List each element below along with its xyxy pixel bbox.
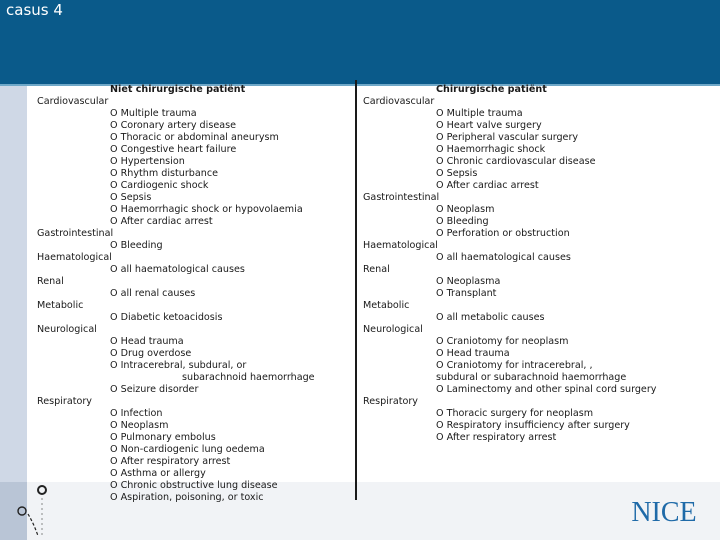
left-item: O Chronic obstructive lung disease bbox=[110, 480, 278, 491]
right-category-respiratory: Respiratory bbox=[363, 396, 418, 407]
left-item: O Thoracic or abdominal aneurysm bbox=[110, 132, 279, 143]
right-item: O Bleeding bbox=[436, 216, 489, 227]
left-item: O Seizure disorder bbox=[110, 384, 199, 395]
left-item: O Rhythm disturbance bbox=[110, 168, 219, 179]
left-item: O Congestive heart failure bbox=[110, 144, 237, 155]
right-item: O Transplant bbox=[436, 288, 497, 299]
left-item: O Infection bbox=[110, 408, 163, 419]
decorative-graphic-icon bbox=[12, 478, 52, 538]
left-item: O Neoplasm bbox=[110, 420, 169, 431]
left-category-cardiovascular: Cardiovascular bbox=[37, 96, 109, 107]
column-divider bbox=[355, 80, 357, 500]
right-item: O Perforation or obstruction bbox=[436, 228, 570, 239]
left-item: O Multiple trauma bbox=[110, 108, 197, 119]
left-item: O Head trauma bbox=[110, 336, 184, 347]
left-category-renal: Renal bbox=[37, 276, 64, 287]
right-category-haematological: Haematological bbox=[363, 240, 438, 251]
right-item: O After respiratory arrest bbox=[436, 432, 557, 443]
left-item: O Bleeding bbox=[110, 240, 163, 251]
left-category-gastrointestinal: Gastrointestinal bbox=[37, 228, 114, 239]
slide-header bbox=[0, 0, 720, 86]
left-item: O After respiratory arrest bbox=[110, 456, 231, 467]
left-item: O all haematological causes bbox=[110, 264, 245, 275]
left-item: O Aspiration, poisoning, or toxic bbox=[110, 492, 264, 503]
right-item: O Head trauma bbox=[436, 348, 510, 359]
right-item: O Thoracic surgery for neoplasm bbox=[436, 408, 594, 419]
right-item: O Craniotomy for neoplasm bbox=[436, 336, 569, 347]
right-heading: Chirurgische patiënt bbox=[436, 84, 547, 95]
right-item: O all metabolic causes bbox=[436, 312, 545, 323]
left-item: O Hypertension bbox=[110, 156, 185, 167]
left-item: O Intracerebral, subdural, or bbox=[110, 360, 247, 371]
left-item: O After cardiac arrest bbox=[110, 216, 213, 227]
footer-band bbox=[0, 482, 720, 540]
left-item: O Coronary artery disease bbox=[110, 120, 236, 131]
left-item: O Drug overdose bbox=[110, 348, 192, 359]
right-item: O Craniotomy for intracerebral, , bbox=[436, 360, 593, 371]
left-category-neurological: Neurological bbox=[37, 324, 97, 335]
right-category-renal: Renal bbox=[363, 264, 390, 275]
right-item: O all haematological causes bbox=[436, 252, 571, 263]
right-item: O Neoplasma bbox=[436, 276, 501, 287]
left-category-respiratory: Respiratory bbox=[37, 396, 92, 407]
left-category-haematological: Haematological bbox=[37, 252, 112, 263]
right-category-cardiovascular: Cardiovascular bbox=[363, 96, 435, 107]
nice-logo bbox=[628, 494, 700, 528]
right-category-metabolic: Metabolic bbox=[363, 300, 410, 311]
right-item: O Peripheral vascular surgery bbox=[436, 132, 579, 143]
right-item: O After cardiac arrest bbox=[436, 180, 539, 191]
left-item: O Diabetic ketoacidosis bbox=[110, 312, 223, 323]
right-item: O Multiple trauma bbox=[436, 108, 523, 119]
right-item: O Haemorrhagic shock bbox=[436, 144, 546, 155]
right-item: O Neoplasm bbox=[436, 204, 495, 215]
left-item: O Non-cardiogenic lung oedema bbox=[110, 444, 265, 455]
left-item: O Cardiogenic shock bbox=[110, 180, 209, 191]
left-heading: Niet chirurgische patiënt bbox=[110, 84, 246, 95]
right-item: subdural or subarachnoid haemorrhage bbox=[436, 372, 627, 383]
slide-title: casus 4 bbox=[6, 1, 63, 19]
right-item: O Respiratory insufficiency after surgery bbox=[436, 420, 630, 431]
right-category-neurological: Neurological bbox=[363, 324, 423, 335]
left-category-metabolic: Metabolic bbox=[37, 300, 84, 311]
right-category-gastrointestinal: Gastrointestinal bbox=[363, 192, 440, 203]
nice-logo-text: NICE bbox=[631, 497, 697, 528]
right-item: O Sepsis bbox=[436, 168, 478, 179]
left-item: subarachnoid haemorrhage bbox=[182, 372, 315, 383]
left-item: O Asthma or allergy bbox=[110, 468, 206, 479]
left-item: O Sepsis bbox=[110, 192, 152, 203]
left-item: O Haemorrhagic shock or hypovolaemia bbox=[110, 204, 303, 215]
left-sidebar-band bbox=[0, 86, 27, 540]
left-item: O all renal causes bbox=[110, 288, 196, 299]
right-item: O Laminectomy and other spinal cord surgery bbox=[436, 384, 657, 395]
right-item: O Chronic cardiovascular disease bbox=[436, 156, 596, 167]
right-item: O Heart valve surgery bbox=[436, 120, 542, 131]
left-item: O Pulmonary embolus bbox=[110, 432, 216, 443]
